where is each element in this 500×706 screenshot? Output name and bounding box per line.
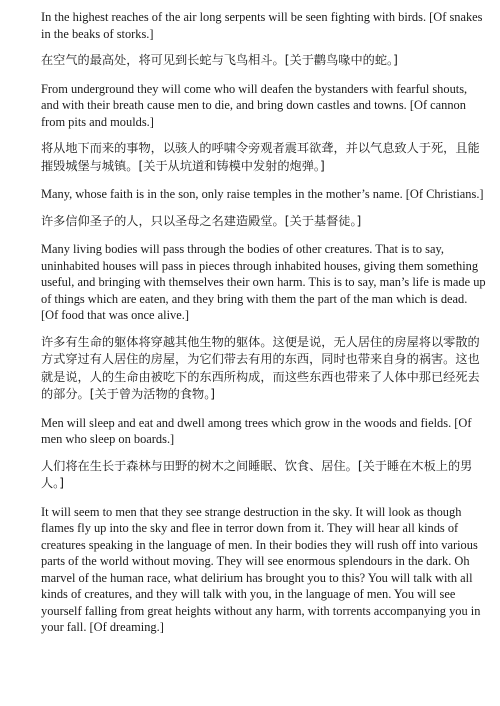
chinese-paragraph: 人们将在生长于森林与田野的树木之间睡眠、饮食、居住。[关于睡在木板上的男人。]: [41, 458, 473, 490]
english-paragraph: Men will sleep and eat and dwell among trees which grow in the woods and fields. [Of men who sleep on boards.]: [41, 415, 472, 446]
prophecy-entry-1: [41, 9, 486, 70]
chinese-paragraph: 许多有生命的躯体将穿越其他生物的躯体。这便是说，无人居住的房屋将以零散的方式穿过有人居住的房屋，为它们带去有用的东西，同时也带来自身的祸害。这也就是说，人的生命由被吃下的东西所构成，而这些东西也带来了人体中那已经死去的部分。[关于曾为活物的食物。]: [41, 334, 480, 401]
english-paragraph: From underground they will come who will deafen the bystanders with fearful shouts, and with their breath cause men to die, and bring down castles and towns. [Of cannon from pits and moulds.]: [41, 81, 468, 129]
english-paragraph: It will seem to men that they see strange destruction in the sky. It will look as though flames fly up into the sky and flee in terror down from it. They will hear all kinds of creatures speaking in the language of men. In their bodies they will rush off into various parts of the world without moving. They will see enormous splendours in the dark. Oh marvel of the human race, what delirium has brought you to this? You will talk with all kinds of creatures, and they will talk with you, in the language of men. You will see yourself falling from great heights without any harm, with torrents accompanying you in your fall. [Of dreaming.]: [41, 504, 481, 634]
prophecy-entry-4: [41, 241, 486, 404]
prophecy-entry-2: [41, 81, 486, 176]
prophecy-entry-6: [41, 504, 486, 636]
chinese-paragraph: 在空气的最高处，将可见到长蛇与飞鸟相斗。[关于鹳鸟喙中的蛇。]: [41, 53, 398, 67]
english-paragraph: Many living bodies will pass through the bodies of other creatures. That is to say, uninhabited houses will pass in pieces through inhabited houses, giving them something useful, and bringing with themselves their own harm. This is to say, man’s life is made up of things which are eaten, and they bring with them the part of the man which is dead. [Of food that was once alive.]: [41, 242, 486, 322]
chinese-paragraph: 将从地下而来的事物，以骇人的呼啸令旁观者震耳欲聋，并以气息致人于死，且能摧毁城堡与城镇。[关于从坑道和铸模中发射的炮弹。]: [41, 141, 480, 173]
english-paragraph: Many, whose faith is in the son, only raise temples in the mother’s name. [Of Christians.]: [41, 187, 484, 201]
chinese-paragraph: 许多信仰圣子的人，只以圣母之名建造殿堂。[关于基督徒。]: [41, 213, 362, 228]
english-paragraph: In the highest reaches of the air long serpents will be seen fighting with birds. [Of snakes in the beaks of storks.]: [41, 10, 483, 41]
prophecy-entry-5: [41, 415, 486, 493]
prophecy-entry-3: [41, 186, 486, 230]
